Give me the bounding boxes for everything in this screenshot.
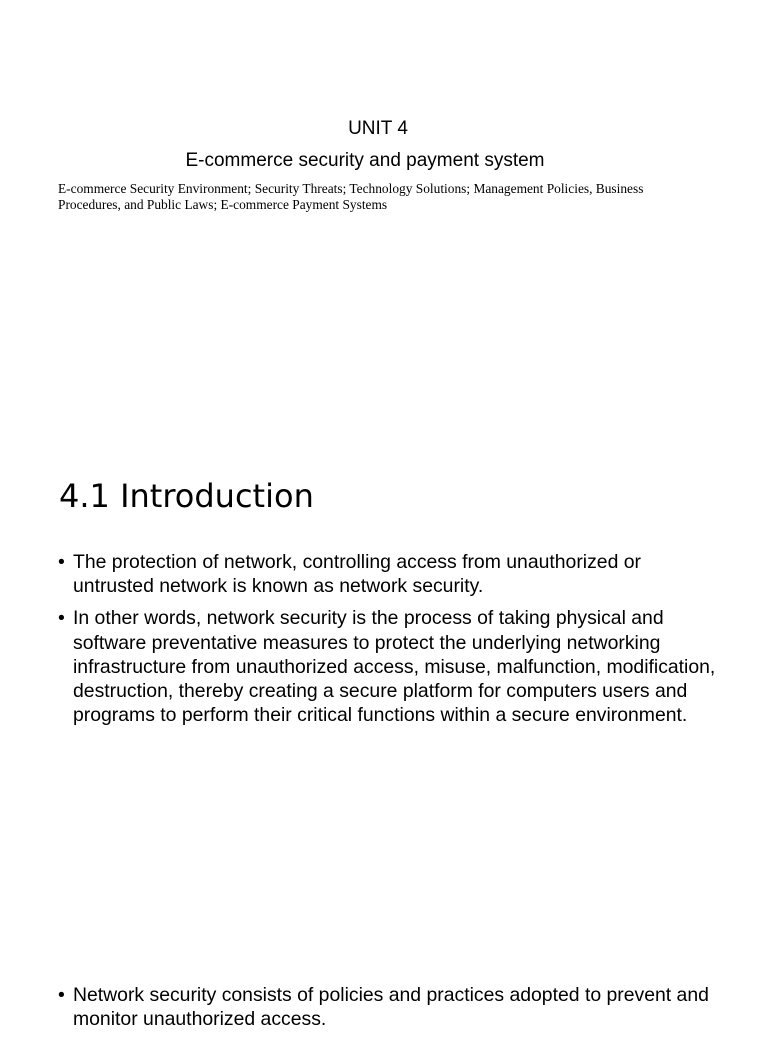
slide-title xyxy=(0,0,768,440)
list-item xyxy=(58,550,718,598)
bullet-icon: • xyxy=(58,551,65,573)
unit-topics: E-commerce Security Environment; Security Threats; Technology Solutions; Management Policies, Business Procedures, and Public Laws; E-commerce Payment Systems xyxy=(58,181,644,212)
bullet-list xyxy=(58,550,718,735)
section-heading: 4.1 Introduction xyxy=(59,477,314,515)
list-item xyxy=(58,983,718,1031)
bullet-text: The protection of network, controlling access from unauthorized or untrusted network is known as network security. xyxy=(73,551,641,598)
bullet-list xyxy=(58,983,718,1039)
unit-title: UNIT 4 xyxy=(348,118,408,139)
bullet-icon: • xyxy=(58,984,65,1006)
bullet-text: In other words, network security is the process of taking physical and software preventative measures to protect the underlying networking infrastructure from unauthorized access, misuse, malfunction, modification, destruction, thereby creating a secure platform for computers users and programs to perform their critical functions within a secure environment. xyxy=(73,607,716,727)
list-item xyxy=(58,606,718,727)
bullet-text: Network security consists of policies and practices adopted to prevent and monitor unauthorized access. xyxy=(73,984,709,1031)
bullet-icon: • xyxy=(58,607,65,630)
unit-subtitle: E-commerce security and payment system xyxy=(185,150,545,171)
slide-introduction xyxy=(0,440,768,1031)
